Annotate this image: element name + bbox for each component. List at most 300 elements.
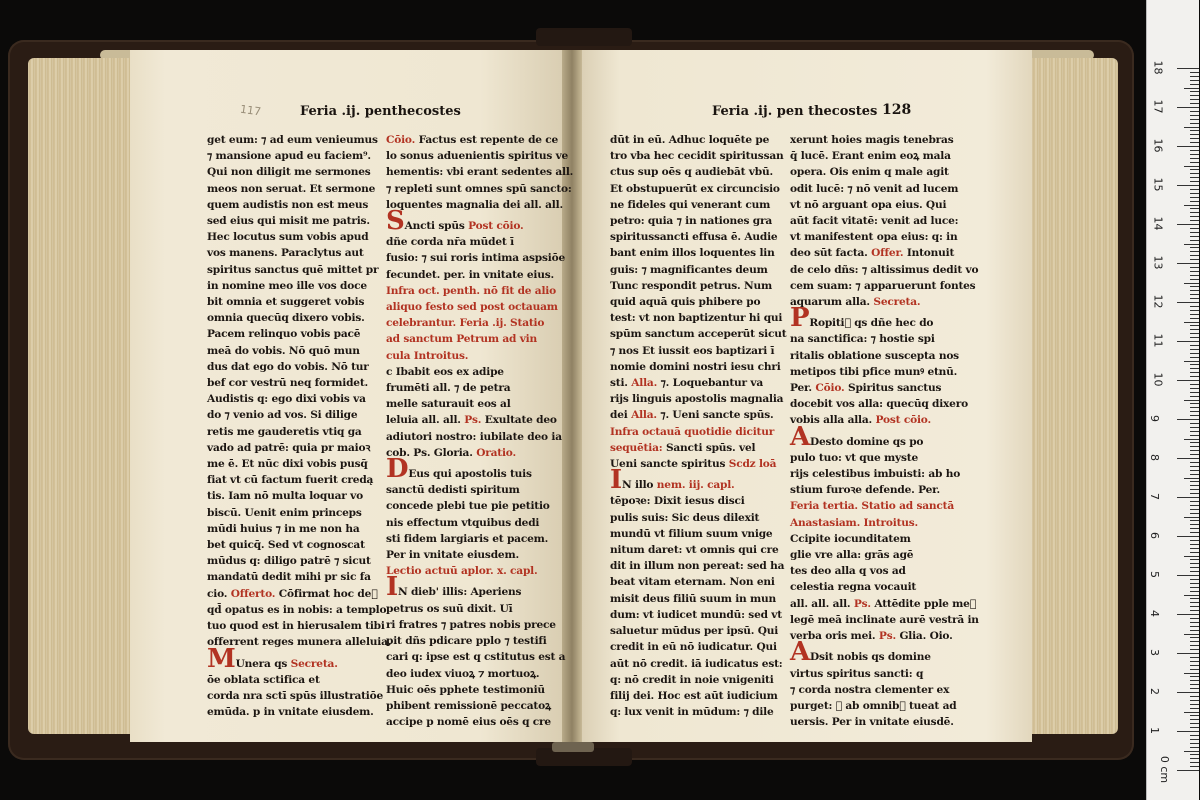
text-line <box>610 343 780 359</box>
text-line <box>386 633 556 649</box>
text-line <box>790 278 976 294</box>
text-segment: saluetur mūdus per ipsū. Qui <box>610 625 779 638</box>
ruler-label: 2 <box>1148 688 1161 695</box>
text-segment: pulo tuo: vt que myste <box>790 451 918 464</box>
ruler-tick <box>1190 240 1199 241</box>
initial-letter: M <box>207 643 236 674</box>
initial-letter: S <box>386 206 405 237</box>
text-line <box>790 181 960 197</box>
ruler-tick <box>1184 88 1199 89</box>
rubric-text: Ps. <box>853 597 871 610</box>
text-line <box>207 521 377 537</box>
text-line <box>207 310 377 326</box>
text-line <box>790 596 977 612</box>
text-line <box>610 262 780 278</box>
ruler-tick <box>1190 641 1199 642</box>
text-line <box>386 197 563 213</box>
right-column-2 <box>790 132 979 730</box>
text-line <box>207 148 377 164</box>
text-segment: nitum daret: vt omnis qui cre <box>610 544 779 557</box>
initial-letter: A <box>790 637 810 668</box>
text-line <box>610 574 780 590</box>
ruler-label: 16 <box>1151 138 1165 153</box>
text-line <box>610 526 780 542</box>
text-line <box>790 396 968 412</box>
text-line <box>207 472 377 488</box>
ruler-tick <box>1184 322 1199 323</box>
ruler-tick <box>1190 481 1199 482</box>
ruler-tick <box>1190 649 1199 650</box>
ruler-label: 6 <box>1148 532 1161 539</box>
text-line <box>386 498 556 514</box>
text-segment: nis effectum vtquibus dedi <box>386 516 540 529</box>
text-line <box>386 396 556 412</box>
text-segment: Spiritus sanctus <box>844 382 942 395</box>
ruler-tick <box>1177 263 1199 264</box>
text-line <box>386 267 556 283</box>
ruler-tick <box>1190 294 1199 295</box>
ruler-tick <box>1177 341 1199 342</box>
text-segment: verba oris mei. <box>790 630 879 643</box>
text-segment: ne fideles qui venerant cum <box>610 198 771 211</box>
ruler-tick <box>1190 513 1199 514</box>
rubric-text: Alla. <box>631 409 657 422</box>
text-line <box>386 206 556 237</box>
text-segment: odit lucē: ⁊ nō venit ad lucem <box>790 182 959 195</box>
ruler-tick <box>1190 115 1199 116</box>
text-line <box>207 424 377 440</box>
text-segment: Hec locutus sum vobis apud <box>207 231 369 244</box>
text-segment: vos manens. Paraclytus aut <box>207 247 364 260</box>
ruler-tick <box>1190 630 1199 631</box>
text-segment: retis me gauderetis vtiq ga <box>207 425 362 438</box>
text-segment: nomie domini nostri iesu chri <box>610 360 781 373</box>
ruler-tick <box>1190 602 1199 603</box>
left-column-2 <box>386 132 574 730</box>
ruler-tick <box>1190 357 1199 358</box>
text-segment: loquentes magnalia dei all. all. <box>386 198 563 211</box>
ruler-tick <box>1190 645 1199 646</box>
ruler-tick <box>1190 684 1199 685</box>
text-line <box>207 488 377 504</box>
initial-letter: D <box>386 454 409 485</box>
text-segment: sed eius qui misit me patris. <box>207 215 370 228</box>
text-segment: stium furoꝛe defende. Per. <box>790 484 941 497</box>
text-line <box>386 601 556 617</box>
text-segment: do ⁊ venio ad vos. Si dilige <box>207 409 358 422</box>
ruler-tick <box>1190 571 1199 572</box>
ruler-tick <box>1190 657 1199 658</box>
text-segment: deo iudex viuoꝝ ⁊ mortuoꝝ. <box>386 667 540 680</box>
ruler-tick <box>1190 762 1199 763</box>
text-segment: pulis suis: Sic deus dilexit <box>610 511 760 524</box>
text-segment: ⁊ nos Et iussit eos baptizari ī <box>610 344 775 357</box>
text-segment: spiritussancti effusa ē. Audie <box>610 231 778 244</box>
ruler-tick <box>1190 119 1199 120</box>
text-line <box>790 294 960 310</box>
ruler-tick <box>1190 130 1199 131</box>
text-line <box>790 331 960 347</box>
text-segment: mūdi huius ⁊ in me non ha <box>207 522 360 535</box>
text-segment: bit omnia et suggeret vobis <box>207 296 365 309</box>
text-line <box>790 682 960 698</box>
ruler-tick <box>1184 205 1199 206</box>
ruler-tick <box>1190 758 1199 759</box>
ruler-label: 7 <box>1148 493 1161 500</box>
text-line <box>610 164 780 180</box>
text-line <box>790 698 960 714</box>
text-line <box>610 440 780 456</box>
text-line <box>610 623 780 639</box>
text-segment: Huic oēs pphete testimoniū <box>386 683 545 696</box>
ruler-tick <box>1190 559 1199 560</box>
text-segment: dit in illum non pereat: sed ha <box>610 560 785 573</box>
text-line <box>610 310 783 326</box>
ruler-tick <box>1190 197 1199 198</box>
text-segment: dum: vt iudicet mundū: sed vt <box>610 608 782 621</box>
text-segment: fiat vt cū factum fuerit credą <box>207 474 374 487</box>
text-line <box>207 688 384 704</box>
text-segment: Cōfirmat hoc deᷓ <box>275 587 378 600</box>
ruler-tick <box>1190 563 1199 564</box>
ruler-tick <box>1190 162 1199 163</box>
ruler-tick <box>1190 333 1199 334</box>
ruler-tick <box>1190 442 1199 443</box>
ruler-tick <box>1190 173 1199 174</box>
text-segment: all. all. all. <box>790 597 854 610</box>
text-segment: tuo quod est in hierusalem tibi <box>207 620 385 633</box>
text-segment: emūda. p in vnitate eiusdem. <box>207 706 374 719</box>
ruler-tick <box>1190 719 1199 720</box>
text-segment: mandatū dedit mihi pr sic fa <box>207 571 371 584</box>
text-segment: mundū vt filium suum vnige <box>610 527 773 540</box>
text-segment: cob. Ps. Gloria. <box>386 446 477 459</box>
ruler-tick <box>1190 723 1199 724</box>
text-segment: qd̄ opatus es in nobis: a templo <box>207 603 387 616</box>
text-segment: Attēdite pple meᷓ <box>870 597 977 610</box>
text-line <box>610 704 780 720</box>
rubric-text: sequētia: <box>610 441 663 454</box>
ruler-tick <box>1190 318 1199 319</box>
text-line <box>386 132 559 148</box>
text-line <box>790 412 960 428</box>
text-segment: ōe oblata sctifica et <box>207 673 320 686</box>
text-segment: q̄ lucē. Erant enim eoꝝ mala <box>790 150 951 163</box>
text-segment: cari q: ipse est q cstitutus est a <box>386 651 566 664</box>
rubric-text: Oratio. <box>476 446 516 459</box>
spine-band <box>552 742 594 752</box>
text-line <box>207 505 377 521</box>
ruler-tick <box>1190 626 1199 627</box>
text-line <box>790 563 960 579</box>
ruler-tick <box>1190 142 1199 143</box>
text-segment: leluia all. all. <box>386 414 465 427</box>
text-line <box>790 148 960 164</box>
ruler-tick <box>1190 403 1199 404</box>
text-segment: phibent remissionē peccatoꝝ <box>386 699 551 712</box>
text-line <box>790 482 960 498</box>
text-segment: fecundet. per. in vnitate eius. <box>386 268 554 281</box>
text-line <box>207 262 377 278</box>
ruler-tick <box>1184 712 1199 713</box>
ruler-tick <box>1190 446 1199 447</box>
text-line <box>610 181 780 197</box>
text-segment: Infra octauā quotidie dicitur <box>610 425 775 438</box>
ruler-tick <box>1190 505 1199 506</box>
ruler-tick <box>1190 637 1199 638</box>
text-line <box>790 531 960 547</box>
ruler-tick <box>1190 583 1199 584</box>
rubric-text: Post cōio. <box>875 414 931 427</box>
ruler-tick <box>1190 528 1199 529</box>
ruler-tick <box>1177 770 1199 771</box>
text-line <box>610 672 780 688</box>
text-line <box>610 639 780 655</box>
text-segment: tro vba hec cecidit spiritussan <box>610 150 784 163</box>
text-segment: legē meā inclinate aurē vestrā in <box>790 613 979 626</box>
text-segment: opera. Ois enim q male agit <box>790 166 949 179</box>
ruler-tick <box>1190 271 1199 272</box>
text-segment: filij dei. Hoc est aūt iudicium <box>610 689 778 702</box>
text-line <box>386 348 556 364</box>
ruler-tick <box>1190 669 1199 670</box>
ruler-tick <box>1177 458 1199 459</box>
ruler-tick <box>1184 166 1199 167</box>
ruler-tick <box>1190 345 1199 346</box>
ruler-tick <box>1190 493 1199 494</box>
text-segment: de celo dñs: ⁊ altissimus dedit vo <box>790 263 979 276</box>
rubric-text: Secreta. <box>873 296 921 309</box>
ruler-tick <box>1190 747 1199 748</box>
ruler-tick <box>1190 181 1199 182</box>
text-line <box>790 466 960 482</box>
ruler-tick <box>1190 329 1199 330</box>
text-line <box>790 132 960 148</box>
text-line <box>386 148 569 164</box>
text-segment: meos non seruat. Et sermone <box>207 182 376 195</box>
ruler-tick <box>1184 361 1199 362</box>
ruler-tick <box>1190 208 1199 209</box>
text-segment: Pacem relinquo vobis pacē <box>207 328 361 341</box>
text-line <box>610 424 780 440</box>
ruler-tick <box>1177 653 1199 654</box>
text-segment: test: vt non baptizentur hi qui <box>610 312 783 325</box>
ruler-label: 14 <box>1151 216 1165 231</box>
text-line <box>610 558 785 574</box>
ruler-tick <box>1190 704 1199 705</box>
text-line <box>386 380 556 396</box>
text-segment: docebit vos alla: quecūq dixero <box>790 398 968 411</box>
text-line <box>386 181 572 197</box>
rubric-text: Ps. <box>878 630 896 643</box>
ruler-tick <box>1190 454 1199 455</box>
ruler-tick <box>1190 509 1199 510</box>
ruler-tick <box>1190 275 1199 276</box>
text-line <box>386 283 556 299</box>
ruler-tick <box>1177 575 1199 576</box>
text-line <box>610 591 780 607</box>
text-segment: Sancti spūs. vel <box>662 441 756 454</box>
ruler-tick <box>1190 169 1199 170</box>
ruler-tick <box>1190 423 1199 424</box>
text-line <box>207 164 377 180</box>
text-segment: Exultate deo <box>481 414 557 427</box>
text-segment: Per in vnitate eiusdem. <box>386 549 519 562</box>
ruler-tick <box>1190 310 1199 311</box>
rubric-text: Offerto. <box>230 587 276 600</box>
ruler-tick <box>1177 731 1199 732</box>
text-segment: petro: quia ⁊ in nationes gra <box>610 215 773 228</box>
text-line <box>790 579 960 595</box>
text-segment: N illo <box>621 479 657 492</box>
text-segment: purget: ⁊ ab omnibᷓ tueat ad <box>790 699 957 712</box>
ruler-tick <box>1190 411 1199 412</box>
ruler-tick <box>1190 474 1199 475</box>
ruler-tick <box>1177 614 1199 615</box>
ruler-tick <box>1190 598 1199 599</box>
text-segment: ⁊ mansione apud eu faciem⁹. <box>207 150 371 163</box>
text-segment: dñe corda nr̄a mūdet ī <box>386 236 514 249</box>
text-line <box>207 278 377 294</box>
text-segment: pit dñs pdicare pplo ⁊ testifi <box>386 635 547 648</box>
initial-letter: I <box>610 465 622 496</box>
ruler-tick <box>1190 727 1199 728</box>
ruler-tick <box>1190 696 1199 697</box>
text-segment: Ancti spūs <box>404 220 469 233</box>
text-segment: Unera qs <box>235 657 291 670</box>
text-line <box>790 213 960 229</box>
ruler-tick <box>1190 286 1199 287</box>
text-line <box>790 612 979 628</box>
ruler-tick <box>1184 673 1199 674</box>
ruler-tick <box>1190 676 1199 677</box>
text-segment: Per. <box>790 382 816 395</box>
ruler-tick <box>1190 349 1199 350</box>
ruler-tick <box>1190 201 1199 202</box>
ruler-tick <box>1190 279 1199 280</box>
ruler-tick <box>1184 478 1199 479</box>
text-line <box>386 445 556 461</box>
ruler-label: 5 <box>1148 571 1161 578</box>
text-line <box>790 714 960 730</box>
text-segment: lo sonus aduenientis spiritus ve <box>386 150 569 163</box>
rubric-text: Scdz loā <box>728 458 777 471</box>
text-line <box>386 714 556 730</box>
ruler-tick <box>1190 618 1199 619</box>
ruler-tick <box>1190 236 1199 237</box>
ruler-tick <box>1190 567 1199 568</box>
text-segment: Anastasiam. Introitus. <box>790 516 919 529</box>
text-line <box>207 586 377 602</box>
text-line <box>207 537 377 553</box>
initial-letter: A <box>790 421 810 452</box>
ruler-tick <box>1184 517 1199 518</box>
text-segment: spiritus sanctus quē mittet pr <box>207 263 379 276</box>
text-segment: ⁊. Ueni sancte spūs. <box>656 409 774 422</box>
text-segment: guis: ⁊ magnificantes deum <box>610 263 768 276</box>
text-segment: meā do vobis. Nō quō mun <box>207 344 360 357</box>
ruler-tick <box>1190 111 1199 112</box>
text-line <box>790 498 960 514</box>
ruler-label: 10 <box>1151 372 1165 387</box>
text-line <box>790 245 960 261</box>
ruler-tick <box>1184 244 1199 245</box>
text-segment: bet quicq̄. Sed vt cognoscat <box>207 539 365 552</box>
text-line <box>386 164 574 180</box>
text-segment: cem suam: ⁊ apparuerunt fontes <box>790 279 976 292</box>
text-segment: accipe p nomē eius oēs q cre <box>386 716 551 729</box>
text-line <box>386 315 556 331</box>
ruler-tick <box>1190 99 1199 100</box>
text-line <box>386 515 556 531</box>
ruler-label: 13 <box>1151 255 1165 270</box>
ruler-tick <box>1190 606 1199 607</box>
ruler-label: 9 <box>1148 415 1161 422</box>
text-segment: get eum: ⁊ ad eum venieumus <box>207 134 378 146</box>
ruler-label: 11 <box>1151 333 1165 348</box>
ruler-tick <box>1190 466 1199 467</box>
initial-letter: I <box>386 572 398 603</box>
ruler-tick <box>1177 419 1199 420</box>
ruler-tick <box>1177 107 1199 108</box>
text-segment: vobis alla alla. <box>790 414 876 427</box>
ruler-tick <box>1190 353 1199 354</box>
text-line <box>610 688 780 704</box>
text-line <box>790 364 960 380</box>
ruler-tick <box>1190 396 1199 397</box>
text-segment: sti fidem largiaris et pacem. <box>386 532 549 545</box>
text-line <box>207 132 377 148</box>
ruler-tick <box>1190 715 1199 716</box>
ruler-tick <box>1190 368 1199 369</box>
pencil-folio-note: 117 <box>239 102 262 119</box>
text-line <box>207 326 377 342</box>
text-line <box>386 364 556 380</box>
text-segment: cio. <box>207 587 231 600</box>
ruler-tick <box>1190 501 1199 502</box>
ruler-label: 1 <box>1148 727 1161 734</box>
ruler-tick <box>1184 751 1199 752</box>
left-column-1 <box>207 132 392 720</box>
rubric-text: Alla. <box>631 377 658 390</box>
ruler-tick <box>1184 400 1199 401</box>
right-column-1 <box>610 132 787 720</box>
ruler-tick <box>1190 680 1199 681</box>
text-line <box>207 704 377 720</box>
text-line <box>207 643 377 674</box>
text-segment: ⁊ corda nostra clementer ex <box>790 683 950 696</box>
text-line <box>790 229 960 245</box>
text-segment: sanctū dedisti spiritum <box>386 484 520 497</box>
ruler-label: 18 <box>1151 60 1165 75</box>
text-segment: misit deus filiū suum in mun <box>610 592 777 605</box>
text-segment: tēpoꝛe: Dixit iesus disci <box>610 495 745 508</box>
running-head-left: Feria .ij. penthecostes <box>300 104 461 119</box>
text-segment: Infra oct. penth. nō fit de alio <box>386 284 556 297</box>
text-line <box>386 412 556 428</box>
text-segment: dei <box>610 409 632 422</box>
ruler-tick <box>1190 462 1199 463</box>
text-line <box>207 245 377 261</box>
text-segment: Ccipite iocunditatem <box>790 532 911 545</box>
ruler-tick <box>1190 540 1199 541</box>
measuring-ruler <box>1146 0 1199 800</box>
right-page-block <box>1020 58 1118 734</box>
ruler-tick <box>1190 306 1199 307</box>
ruler-tick <box>1190 388 1199 389</box>
ruler-tick <box>1190 84 1199 85</box>
text-line <box>207 553 377 569</box>
